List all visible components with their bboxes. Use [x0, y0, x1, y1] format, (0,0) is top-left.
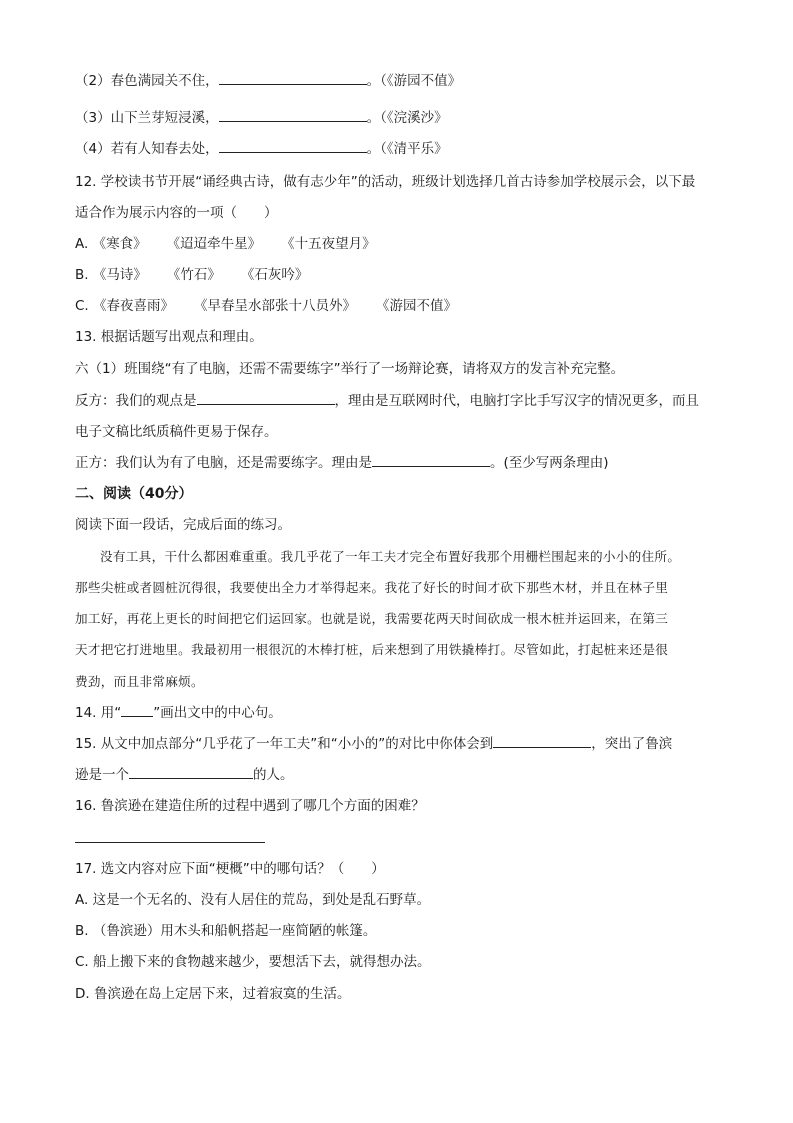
- q17-option-d[interactable]: D. 鲁滨逊在岛上定居下来，过着寂寞的生活。: [75, 986, 351, 1002]
- q16: 16. 鲁滨逊在建造住所的过程中遇到了哪几个方面的困难？: [75, 798, 425, 814]
- q17-title: 17. 选文内容对应下面“梗概”中的哪句话？（ ）: [75, 861, 385, 877]
- underline-sample: [121, 704, 153, 717]
- q12-option-b[interactable]: B. 《马诗》 《竹石》 《石灰吟》: [75, 267, 309, 283]
- fill-in-text: （2）春色满园关不住，: [75, 73, 219, 89]
- fill-in-source: 。（《清平乐》: [366, 141, 448, 157]
- q17-option-c[interactable]: C. 船上搬下来的食物越来越少，要想活下去，就得想办法。: [75, 954, 431, 970]
- q12-stem-cont: 适合作为展示内容的一项（ ）: [75, 205, 278, 221]
- section-heading: 二、阅读（40分）: [75, 486, 193, 502]
- q12-stem: 12. 学校读书节开展“诵经典古诗，做有志少年”的活动，班级计划选择几首古诗参加学校展示会，以下最: [75, 174, 696, 190]
- passage-line: 那些尖桩或者圆桩沉得很，我要使出全力才举得起来。我花了好长的时间才砍下那些木材，并且在林子里: [75, 580, 669, 595]
- passage-line: 天才把它打进地里。我最初用一根很沉的木棒打桩，后来想到了用铁撬棒打。尽管如此，打起桩来还是很: [75, 642, 669, 657]
- answer-blank[interactable]: [219, 72, 367, 85]
- fill-in-line-3: [75, 109, 448, 127]
- passage-line: 加工好，再花上更长的时间把它们运回家。也就是说，我需要花两天时间砍成一根木桩并运回来，在第三: [75, 611, 669, 626]
- q17-option-a[interactable]: A. 这是一个无名的、没有人居住的荒岛，到处是乱石野草。: [75, 892, 431, 908]
- fill-in-source: 。（《浣溪沙》: [366, 110, 448, 126]
- passage-line: 费劲，而且非常麻烦。: [75, 674, 204, 689]
- q13-con-line2: 电子文稿比纸质稿件更易于保存。: [75, 424, 278, 440]
- answer-blank[interactable]: [219, 140, 367, 153]
- fill-in-source: 。（《游园不值》: [366, 73, 462, 89]
- q13-title: 13. 根据话题写出观点和理由。: [75, 329, 263, 345]
- q17-option-b[interactable]: B. （鲁滨逊）用木头和船帆搭起一座简陋的帐篷。: [75, 923, 377, 939]
- q12-option-a[interactable]: A. 《寒食》 《迢迢牵牛星》 《十五夜望月》: [75, 236, 376, 252]
- q14: 14. 用“ ”画出文中的中心句。: [75, 705, 282, 721]
- reading-instruction: 阅读下面一段话，完成后面的练习。: [75, 517, 291, 533]
- q15: 15. 从文中加点部分“几乎花了一年工夫”和“小小的”的对比中你体会到 ，突出了鲁滨: [75, 736, 673, 752]
- passage-line: 没有工具，干什么都困难重重。我几乎花了一年工夫才完全布置好我那个用栅栏围起来的小小的住所。: [100, 549, 681, 564]
- q13-intro: 六（1）班围绕“有了电脑，还需不需要练字”举行了一场辩论赛，请将双方的发言补充完整。: [75, 361, 625, 377]
- answer-line[interactable]: [75, 842, 265, 843]
- q13-pro-line: 正方：我们认为有了电脑，还是需要练字。理由是 。(至少写两条理由): [75, 455, 609, 471]
- q15-cont: 逊是一个 的人。: [75, 767, 294, 783]
- answer-blank[interactable]: [197, 392, 335, 405]
- answer-blank[interactable]: [493, 735, 591, 748]
- fill-in-text: （4）若有人知春去处，: [75, 141, 219, 157]
- answer-blank[interactable]: [129, 766, 253, 779]
- answer-blank[interactable]: [219, 109, 367, 122]
- answer-blank[interactable]: [372, 454, 490, 467]
- fill-in-line-2: [75, 72, 461, 90]
- q12-option-c[interactable]: C. 《春夜喜雨》 《早春呈水部张十八员外》 《游园不值》: [75, 298, 458, 314]
- fill-in-text: （3）山下兰芽短浸溪，: [75, 110, 219, 126]
- fill-in-line-4: [75, 140, 448, 158]
- q13-con-line: 反方：我们的观点是 ，理由是互联网时代，电脑打字比手写汉字的情况更多，而且: [75, 393, 699, 409]
